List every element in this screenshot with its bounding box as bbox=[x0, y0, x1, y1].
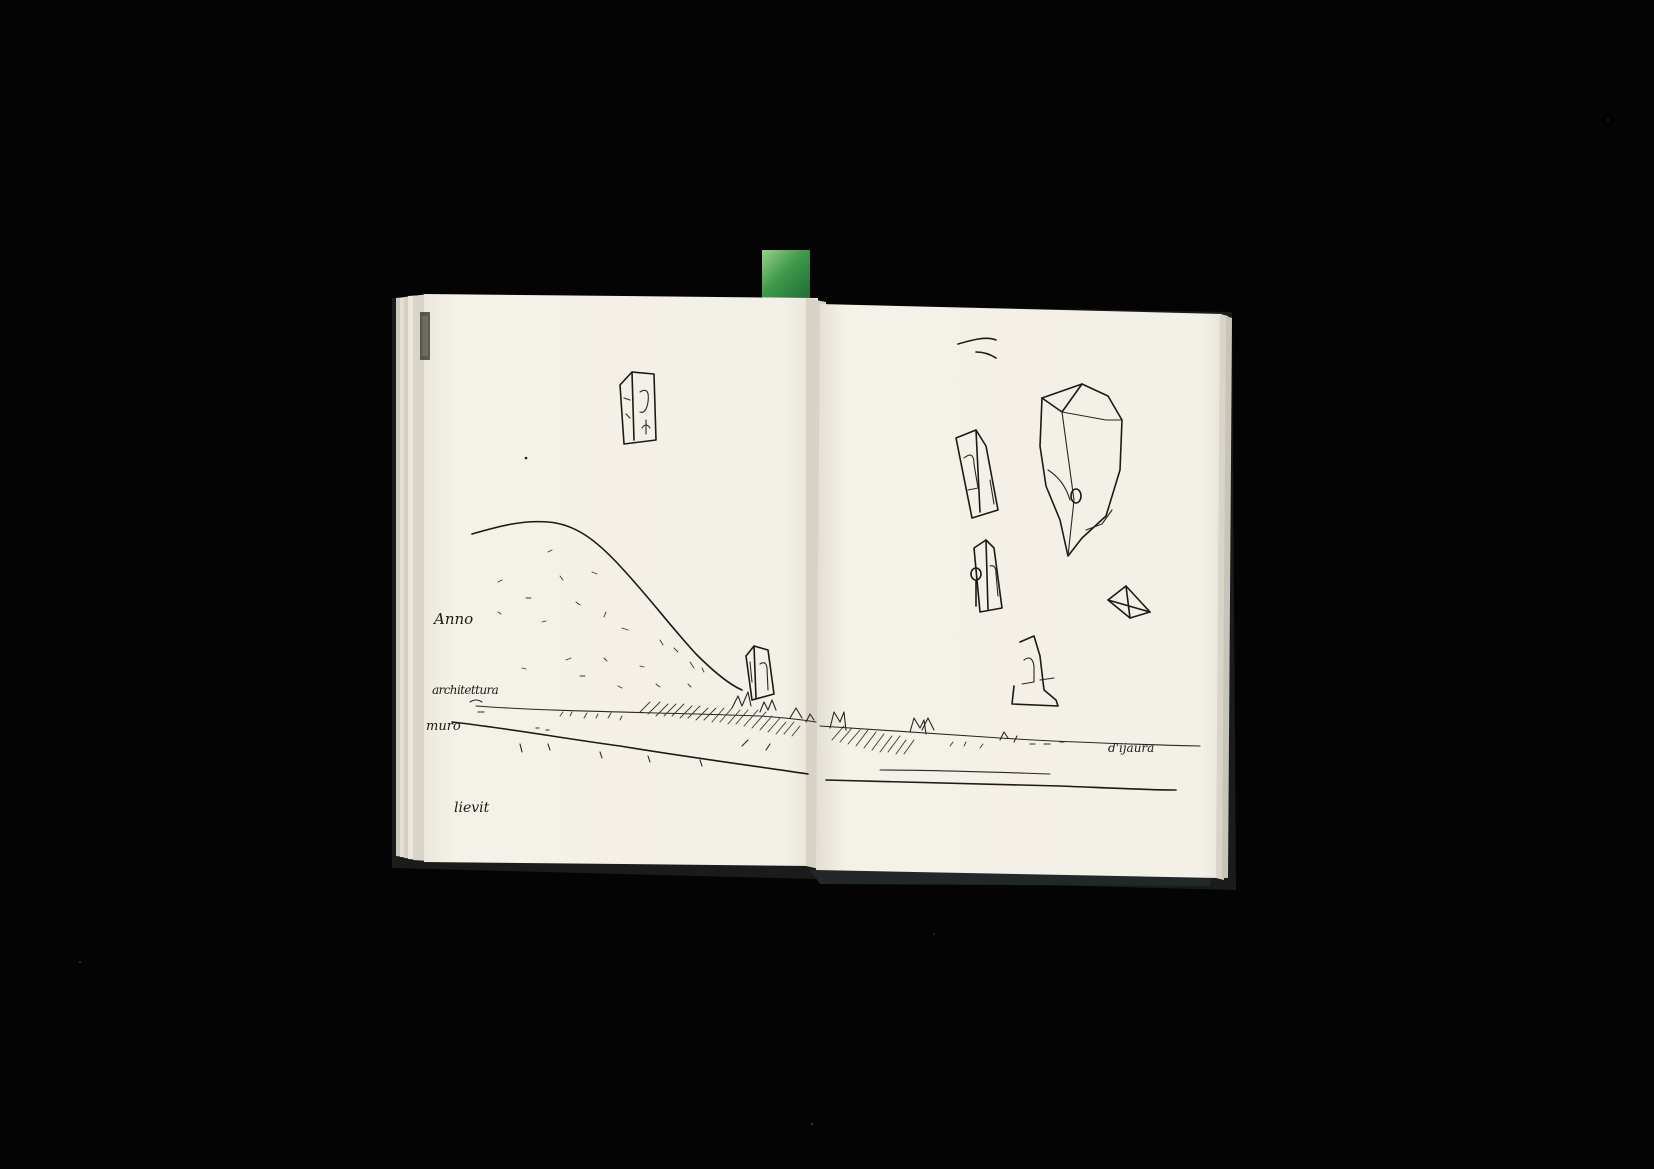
page-stack-left bbox=[396, 294, 428, 861]
bookmark-ribbon bbox=[762, 250, 810, 300]
note-anno: Anno bbox=[434, 610, 474, 628]
note-right: d'ijaura bbox=[1108, 741, 1155, 755]
note-architettura: architettura bbox=[432, 683, 499, 697]
note-lievito: lievit bbox=[454, 800, 490, 816]
right-page bbox=[816, 304, 1222, 878]
edge-stamp bbox=[420, 312, 430, 360]
left-page bbox=[424, 294, 818, 866]
note-muro: muro bbox=[426, 719, 461, 734]
